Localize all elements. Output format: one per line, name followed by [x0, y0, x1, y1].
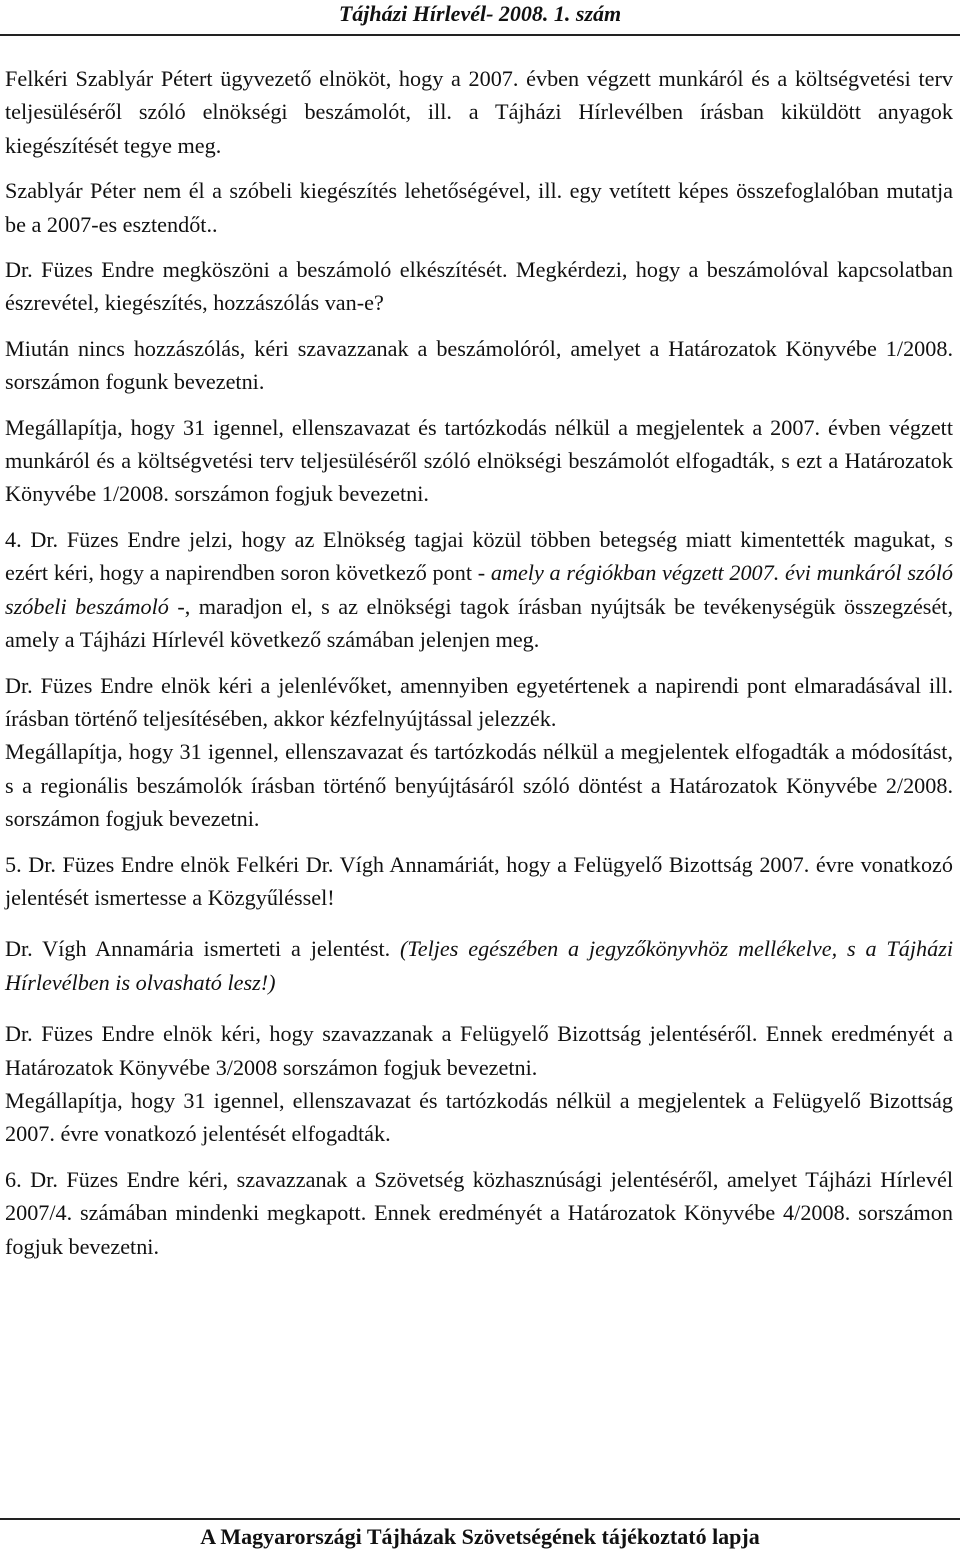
paragraph-vote-request-2: Dr. Füzes Endre elnök kéri a jelenlévőket, amennyiben egyetértenek a napirendi pont elmaradásával ill. írásban történő teljesítésében, akkor kézfelnyújtással jelezzék.: [5, 672, 953, 731]
newsletter-title: Tájházi Hírlevél- 2008. 1. szám: [338, 1, 622, 26]
paragraph-agenda-5: 5. Dr. Füzes Endre elnök Felkéri Dr. Vígh Annamáriát, hogy a Felügyelő Bizottság 2007. évre vonatkozó jelentését ismertesse a Közgyűléssel!: [5, 851, 953, 910]
paragraph-slideshow: Szablyár Péter nem él a szóbeli kiegészítés lehetőségével, ill. egy vetített képes összefoglalóban mutatja be a 2007-es esztendőt..: [5, 178, 953, 237]
paragraph-resolution-2: Megállapítja, hogy 31 igennel, ellenszavazat és tartózkodás nélkül a megjelentek elfogadták a módosítást, s a regionális beszámolók írásban történő benyújtásáról szóló döntést a Határozatok Könyvébe 2/2008. sorszámon fogjuk bevezetni.: [5, 739, 953, 832]
agenda-item-italic: amely a régiókban végzett 2007. évi munkáról szóló szóbeli beszámoló: [5, 560, 953, 619]
document-body: [5, 62, 953, 1263]
page-header: [0, 0, 960, 36]
page-footer: [0, 1518, 960, 1557]
paragraph-vote-request-3: Dr. Füzes Endre elnök kéri, hogy szavazzanak a Felügyelő Bizottság jelentéséről. Ennek eredményét a Határozatok Könyvébe 3/2008 sorszámon fogjuk bevezetni.: [5, 1021, 953, 1080]
paragraph-intro: Felkéri Szablyár Pétert ügyvezető elnököt, hogy a 2007. évben végzett munkáról és a költségvetési terv teljesüléséről szóló elnökségi beszámolót, ill. a Tájházi Hírlevélben írásban kiküldött anyagok kiegészítését tegye meg.: [5, 66, 953, 158]
paragraph-resolution-3: Megállapítja, hogy 31 igennel, ellenszavazat és tartózkodás nélkül a megjelentek a Felügyelő Bizottság 2007. évre vonatkozó jelentését elfogadták.: [5, 1087, 953, 1147]
paragraph-agenda-6: 6. Dr. Füzes Endre kéri, szavazzanak a Szövetség közhasznúsági jelentéséről, amelyet Tájházi Hírlevél 2007/4. számában mindenki megkapott. Ennek eredményét a Határozatok Könyvébe 4/2008. sorszámon fogjuk bevezetni.: [5, 1166, 953, 1259]
paragraph-thanks: Dr. Füzes Endre megköszöni a beszámoló elkészítését. Megkérdezi, hogy a beszámolóval kapcsolatban észrevétel, kiegészítés, hozzászólás van-e?: [5, 257, 953, 316]
footer-text: A Magyarországi Tájházak Szövetségének tájékoztató lapja: [200, 1524, 760, 1549]
paragraph-agenda-4: 4. Dr. Füzes Endre jelzi, hogy az Elnökség tagjai közül többen betegség miatt kimentették magukat, s ezért kéri, hogy a napirendben soron következő pont - amely a régiókban végzett 2007. évi munkáról szóló szóbeli beszámoló -, maradjon el, s az elnökségi tagok írásban nyújtsák be tevékenységük összegzését, amely a Tájházi Hírlevél következő számában jelenjen meg.: [5, 526, 953, 653]
paragraph-report: Dr. Vígh Annamária ismerteti a jelentést. (Teljes egészében a jegyzőkönyvhöz mellékelve, s a Tájházi Hírlevélben is olvasható lesz!): [5, 936, 953, 995]
paragraph-vote-request: Miután nincs hozzászólás, kéri szavazzanak a beszámolóról, amelyet a Határozatok Könyvébe 1/2008. sorszámon fogunk bevezetni.: [5, 335, 953, 395]
paragraph-resolution-1: Megállapítja, hogy 31 igennel, ellenszavazat és tartózkodás nélkül a megjelentek a 2007. évben végzett munkáról és a költségvetési terv teljesüléséről szóló elnökségi beszámolót elfogadták, s ezt a Határozatok Könyvébe 1/2008. sorszámon fogjuk bevezetni.: [5, 414, 953, 507]
report-note-italic: (Teljes egészében a jegyzőkönyvhöz mellékelve, s a Tájházi Hírlevélben is olvasható lesz!): [5, 936, 953, 995]
